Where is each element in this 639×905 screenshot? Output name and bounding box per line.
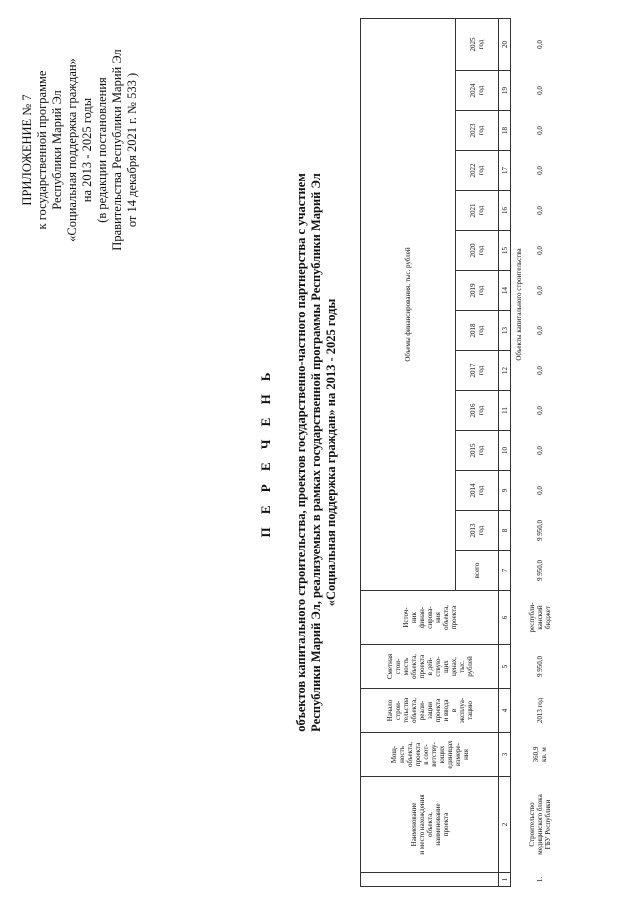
title-line: Республики Марий Эл, реализуемых в рамках государственной программы Республики Марий Эл [309,173,323,732]
year-header: 2014 год [456,471,499,511]
row-start: 2013 год [536,697,544,724]
appendix-line: на 2013 - 2025 годы [80,97,94,203]
column-number: 12 [499,351,511,391]
column-number: 17 [499,151,511,191]
appendix-line: от 14 декабря 2021 г. № 533 ) [125,72,139,228]
header-cell-source: Источ- ник финан- сирова- ния объекта, проекта [361,591,499,645]
row-cost: 9 950,0 [536,656,544,677]
row-value: 9 950,0 [536,560,544,581]
row-value: 0,0 [536,40,544,49]
row-value: 0,0 [536,366,544,375]
header-cell-capacity: Мощ- ность объекта, проекта в соот- ветству- ющих единицах измере- ния [361,733,499,777]
table-row [527,19,553,887]
appendix-block [20,15,140,285]
row-value: 0,0 [536,326,544,335]
column-number: 13 [499,311,511,351]
column-number: 1 [499,873,511,887]
column-number-row [499,19,511,887]
year-header: 2023 год [456,111,499,151]
row-value: 0,0 [536,246,544,255]
row-value: 0,0 [536,286,544,295]
column-number: 5 [499,645,511,689]
column-number: 20 [499,19,511,71]
appendix-line: «Социальная поддержка граждан» [65,58,79,242]
column-number: 9 [499,471,511,511]
row-value: 0,0 [536,126,544,135]
row-capacity: 360,9 кв. м [532,746,548,763]
appendix-line: (в редакции постановления [95,77,109,223]
row-source: республи- канский бюджет [528,602,552,633]
column-number: 2 [499,777,511,873]
column-number: 10 [499,431,511,471]
header-cell-cost: Сметная стои- мость объекта, проекта в дей- ствую- щих ценах, тыс. рублей [361,645,499,689]
year-header: 2024 год [456,71,499,111]
year-header: 2017 год [456,351,499,391]
year-header: 2022 год [456,151,499,191]
column-number: 3 [499,733,511,777]
projects-table [360,18,553,887]
column-number: 7 [499,551,511,591]
column-number: 14 [499,271,511,311]
row-name: Строительство медицинского блока ГБУ Республики [528,794,552,855]
title-word: П Е Р Е Ч Е Н Ь [258,367,273,538]
row-value: 0,0 [536,86,544,95]
title-line: «Социальная поддержка граждан» на 2013 - 2025 годы [324,298,338,607]
year-header: 2020 год [456,231,499,271]
year-header: всего [456,551,499,591]
row-value: 0,0 [536,406,544,415]
row-value: 0,0 [536,206,544,215]
column-number: 19 [499,71,511,111]
section-label: Объекты капитального строительства [515,248,523,361]
header-cell-start: Начало строи- тельства объекта, реали- зации проекта и ввода в эксплуа- тацию [361,689,499,733]
document-title [258,0,339,905]
header-cell-name: Наименование и место нахождения объекта, наименование проекта [361,777,499,873]
column-number: 16 [499,191,511,231]
year-header: 2019 год [456,271,499,311]
column-number: 6 [499,591,511,645]
row-value: 0,0 [536,486,544,495]
year-header: 2025 год [456,19,499,71]
year-header: 2015 год [456,431,499,471]
year-header: 2013 год [456,511,499,551]
year-header: 2016 год [456,391,499,431]
column-number: 4 [499,689,511,733]
appendix-line: к государственной программе [35,70,49,230]
row-value: 9 950,0 [536,520,544,541]
row-number: 1. [536,876,544,883]
header-cell-funding: Объемы финансирования, тыс. рублей [361,19,456,591]
title-line: объектов капитального строительства, проектов государственно-частного партнерства с участием [294,173,308,732]
appendix-line: Правительства Республики Марий Эл [110,49,124,251]
appendix-line: Республики Марий Эл [50,90,64,210]
appendix-line: ПРИЛОЖЕНИЕ № 7 [20,94,34,206]
row-value: 0,0 [536,166,544,175]
column-number: 18 [499,111,511,151]
column-number: 11 [499,391,511,431]
column-number: 15 [499,231,511,271]
row-value: 0,0 [536,446,544,455]
column-number: 8 [499,511,511,551]
header-cell-num [361,873,499,887]
year-header: 2018 год [456,311,499,351]
year-header: 2021 год [456,191,499,231]
